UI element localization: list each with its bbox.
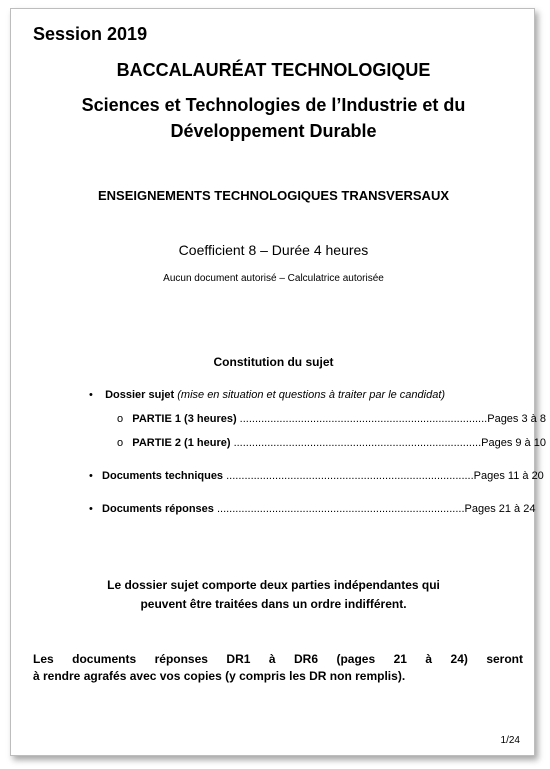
item-pages: Pages 11 à 20 bbox=[473, 470, 544, 482]
series-title-line2: Développement Durable bbox=[170, 121, 377, 141]
item-label: PARTIE 2 (1 heure) bbox=[132, 437, 231, 449]
session-year: Session 2019 bbox=[33, 24, 148, 44]
constitution-title: Constitution du sujet bbox=[213, 355, 334, 369]
list-item-documents-reponses bbox=[89, 503, 536, 515]
dossier-note: (mise en situation et questions à traiter par le candidat) bbox=[177, 389, 446, 401]
exam-rules: Aucun document autorisé – Calculatrice autorisée bbox=[163, 273, 384, 284]
dot-leader: ................................................................................. bbox=[236, 413, 488, 425]
dossier-label: Dossier sujet bbox=[105, 389, 175, 401]
dossier-note-line1: Le dossier sujet comporte deux parties indépendantes qui bbox=[107, 578, 440, 592]
series-title-line1: Sciences et Technologies de l’Industrie et du bbox=[81, 95, 466, 115]
item-pages: Pages 21 à 24 bbox=[464, 503, 536, 515]
bullet-icon: • bbox=[89, 503, 93, 515]
item-label: Documents réponses bbox=[102, 503, 214, 515]
item-label: Documents techniques bbox=[102, 470, 224, 482]
item-label: PARTIE 1 (3 heures) bbox=[132, 413, 237, 425]
item-pages: Pages 9 à 10 bbox=[481, 437, 546, 449]
documents-note-line1: Les documents réponses DR1 à DR6 (pages 21 à 24) seront bbox=[33, 652, 523, 666]
bullet-icon: • bbox=[89, 470, 93, 482]
list-item-partie-1 bbox=[117, 413, 546, 425]
sub-bullet-icon: o bbox=[117, 437, 124, 449]
list-item-partie-2 bbox=[117, 437, 546, 449]
list-item-documents-techniques bbox=[89, 470, 544, 482]
sub-bullet-icon: o bbox=[117, 413, 124, 425]
item-pages: Pages 3 à 8 bbox=[487, 413, 546, 425]
subject-title: ENSEIGNEMENTS TECHNOLOGIQUES TRANSVERSAUX bbox=[97, 188, 450, 203]
dot-leader: ................................................................................. bbox=[230, 437, 482, 449]
list-item-dossier-sujet bbox=[89, 389, 445, 401]
dossier-note-line2: peuvent être traitées dans un ordre indifférent. bbox=[140, 597, 407, 611]
dot-leader: ................................................................................. bbox=[213, 503, 465, 515]
page-number: 1/24 bbox=[500, 735, 520, 746]
exam-title: BACCALAURÉAT TECHNOLOGIQUE bbox=[116, 60, 431, 80]
documents-note-line2: à rendre agrafés avec vos copies (y compris les DR non remplis). bbox=[33, 669, 406, 683]
dot-leader: ................................................................................. bbox=[223, 470, 474, 482]
bullet-icon: • bbox=[89, 389, 93, 401]
coefficient-duration: Coefficient 8 – Durée 4 heures bbox=[178, 242, 369, 258]
exam-cover-page bbox=[10, 8, 546, 756]
